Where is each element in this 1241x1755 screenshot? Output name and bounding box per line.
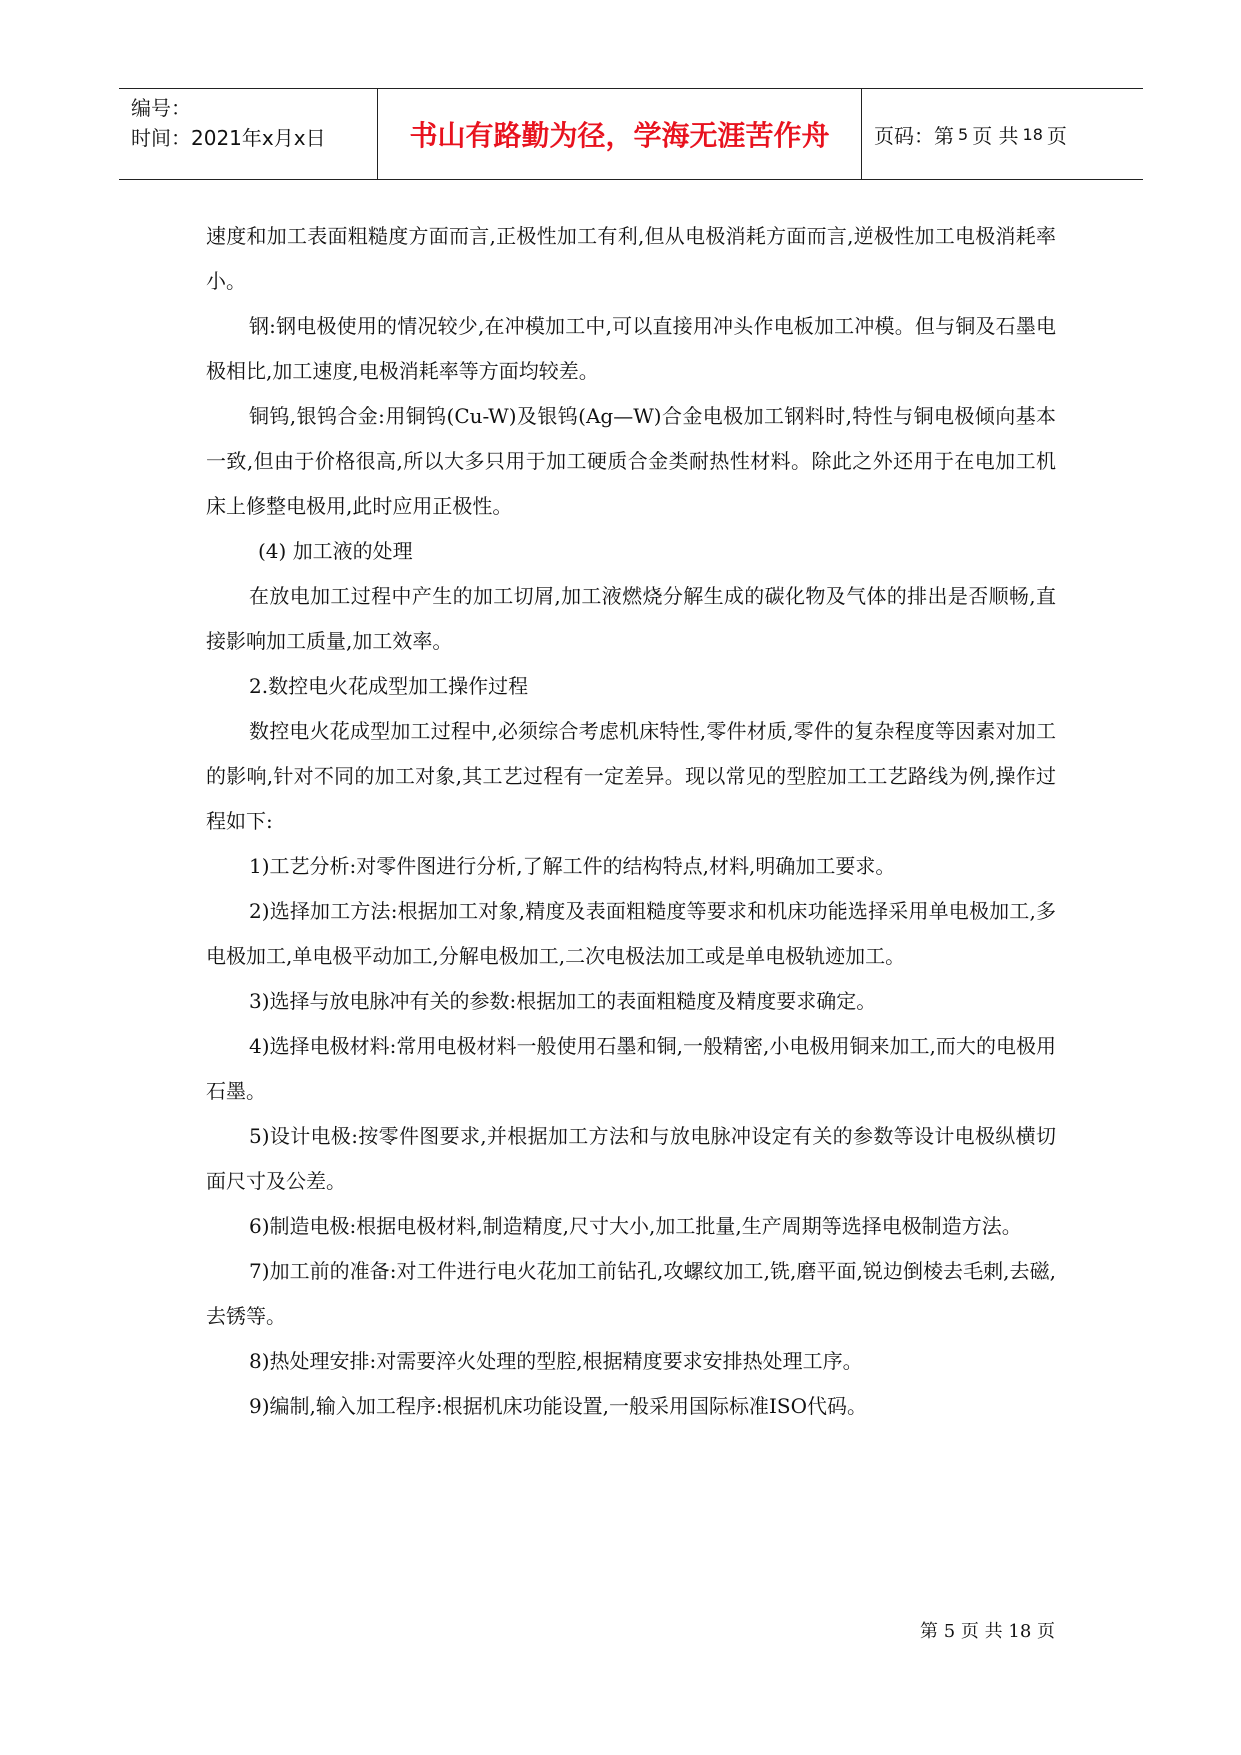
header-meta	[119, 89, 378, 179]
number-label: 编号：	[131, 96, 191, 120]
list-item: 3)选择与放电脉冲有关的参数:根据加工的表面粗糙度及精度要求确定。	[249, 989, 877, 1013]
page-prefix: 页码：第	[874, 123, 954, 148]
paragraph: 速度和加工表面粗糙度方面而言,正极性加工有利,但从电极消耗方面而言,逆极性加工电极消耗率小。	[206, 224, 1056, 293]
list-item: 5)设计电极:按零件图要求,并根据加工方法和与放电脉冲设定有关的参数等设计电极纵横切面尺寸及公差。	[206, 1124, 1056, 1193]
paragraph: 数控电火花成型加工过程中,必须综合考虑机床特性,零件材质,零件的复杂程度等因素对加工的影响,针对不同的加工对象,其工艺过程有一定差异。现以常见的型腔加工工艺路线为例,操作过程如下:	[206, 719, 1056, 833]
paragraph: 铜钨,银钨合金:用铜钨(Cu-W)及银钨(Ag—W)合金电极加工钢料时,特性与铜电极倾向基本一致,但由于价格很高,所以大多只用于加工硬质合金类耐热性材料。除此之外还用于在电加工机床上修整电极用,此时应用正极性。	[206, 404, 1056, 518]
header-motto: 书山有路勤为径，学海无涯苦作舟	[378, 89, 862, 179]
list-item: 6)制造电极:根据电极材料,制造精度,尺寸大小,加工批量,生产周期等选择电极制造方法。	[249, 1214, 1022, 1238]
list-item: 8)热处理安排:对需要淬火处理的型腔,根据精度要求安排热处理工序。	[249, 1349, 863, 1373]
page-footer: 第 5 页 共 18 页	[920, 1621, 1055, 1642]
list-item: 7)加工前的准备:对工件进行电火花加工前钻孔,攻螺纹加工,铣,磨平面,锐边倒棱去毛刺,去磁,去锈等。	[206, 1259, 1056, 1328]
page-current: 5	[958, 124, 969, 144]
page-total: 18	[1022, 124, 1043, 144]
paragraph: 钢:钢电极使用的情况较少,在冲模加工中,可以直接用冲头作电板加工冲模。但与铜及石墨电极相比,加工速度,电极消耗率等方面均较差。	[206, 314, 1056, 383]
page-header	[119, 88, 1143, 180]
header-page-info	[862, 89, 1143, 179]
list-item: 4)选择电极材料:常用电极材料一般使用石墨和铜,一般精密,小电极用铜来加工,而大的电极用石墨。	[206, 1034, 1056, 1103]
list-item: 9)编制,输入加工程序:根据机床功能设置,一般采用国际标准ISO代码。	[249, 1394, 867, 1418]
list-item: 1)工艺分析:对零件图进行分析,了解工件的结构特点,材料,明确加工要求。	[249, 854, 896, 878]
document-body	[206, 214, 1056, 1429]
paragraph: 在放电加工过程中产生的加工切屑,加工液燃烧分解生成的碳化物及气体的排出是否顺畅,直接影响加工质量,加工效率。	[206, 584, 1056, 653]
section-heading: (4) 加工液的处理	[258, 539, 413, 563]
time-label: 时间：2021年x月x日	[131, 126, 326, 150]
section-heading: 2.数控电火花成型加工操作过程	[249, 674, 529, 698]
page-mid: 页 共	[972, 123, 1019, 148]
page-suffix: 页	[1046, 123, 1067, 148]
list-item: 2)选择加工方法:根据加工对象,精度及表面粗糙度等要求和机床功能选择采用单电极加工,多电极加工,单电极平动加工,分解电极加工,二次电极法加工或是单电极轨迹加工。	[206, 899, 1056, 968]
